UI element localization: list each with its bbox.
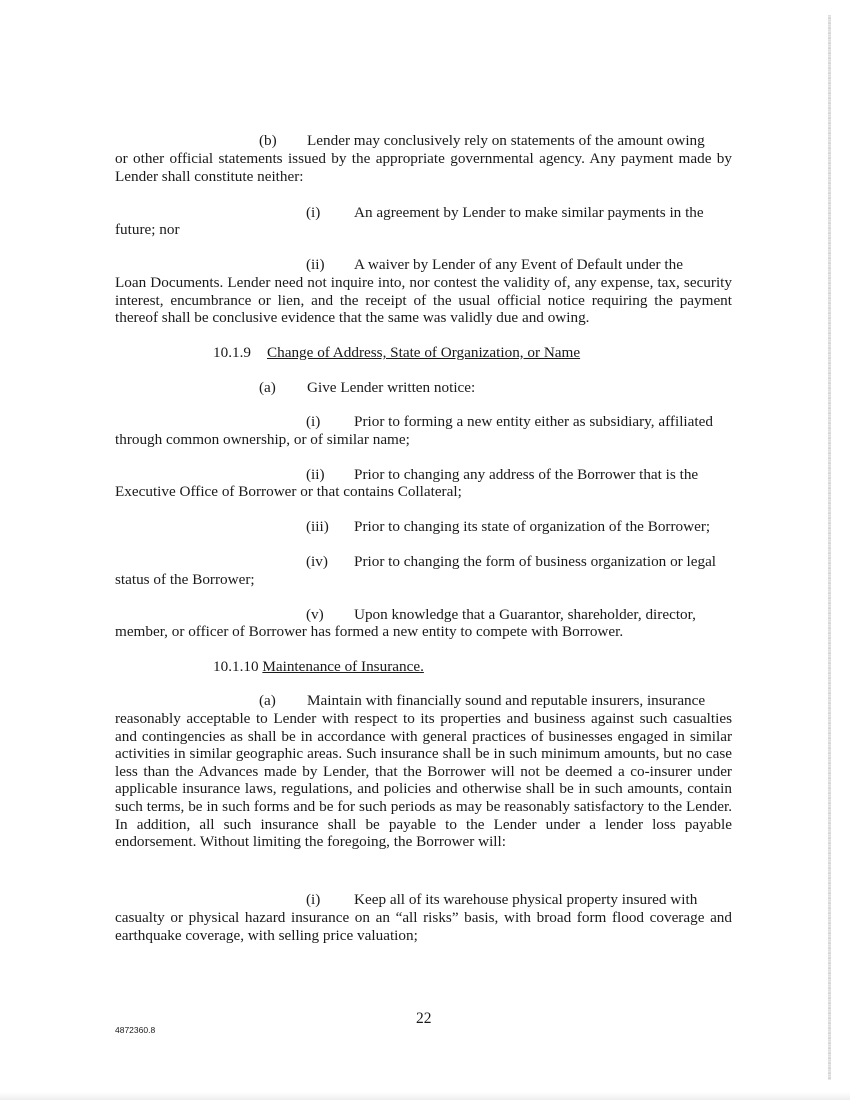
para-10-1-9-v-body: member, or officer of Borrower has formed a new entity to compete with Borrower. bbox=[115, 623, 624, 640]
para-10-1-9-iv-body: status of the Borrower; bbox=[115, 571, 255, 588]
section-number: 10.1.10 bbox=[213, 658, 259, 675]
para-text: Prior to changing its state of organization of the Borrower; bbox=[354, 518, 711, 535]
para-10-1-9-a bbox=[259, 379, 475, 397]
para-b-first-line bbox=[259, 132, 705, 150]
section-heading-10-1-10 bbox=[213, 658, 424, 676]
para-text: Prior to forming a new entity either as subsidiary, affiliated bbox=[354, 413, 713, 430]
para-10-1-9-iii bbox=[306, 518, 710, 536]
para-text: Give Lender written notice: bbox=[307, 379, 476, 396]
para-b-ii-first-line bbox=[306, 256, 683, 274]
section-number: 10.1.9 bbox=[213, 344, 251, 361]
para-b-i-body: future; nor bbox=[115, 221, 180, 238]
document-id: 4872360.8 bbox=[115, 1025, 156, 1035]
para-marker: (ii) bbox=[306, 466, 325, 483]
para-marker: (v) bbox=[306, 606, 324, 623]
para-10-1-9-i-first-line bbox=[306, 413, 713, 431]
para-10-1-10-a-first-line bbox=[259, 692, 705, 710]
para-10-1-9-ii-body: Executive Office of Borrower or that contains Collateral; bbox=[115, 483, 462, 500]
para-text: A waiver by Lender of any Event of Default under the bbox=[354, 256, 683, 273]
para-marker: (i) bbox=[306, 413, 321, 430]
para-10-1-9-v-first-line bbox=[306, 606, 696, 624]
para-marker: (a) bbox=[259, 692, 276, 709]
para-text: Maintain with financially sound and reputable insurers, insurance bbox=[307, 692, 706, 709]
para-marker: (iv) bbox=[306, 553, 328, 570]
para-text: Keep all of its warehouse physical property insured with bbox=[354, 891, 698, 908]
para-text: Upon knowledge that a Guarantor, shareholder, director, bbox=[354, 606, 696, 623]
para-marker: (iii) bbox=[306, 518, 329, 535]
para-10-1-10-i-first-line bbox=[306, 891, 697, 909]
para-text: Prior to changing any address of the Borrower that is the bbox=[354, 466, 699, 483]
page-number: 22 bbox=[416, 1010, 432, 1027]
scan-edge-line bbox=[828, 15, 831, 1080]
para-marker: (ii) bbox=[306, 256, 325, 273]
para-10-1-9-ii-first-line bbox=[306, 466, 698, 484]
para-text: Lender may conclusively rely on statements of the amount owing bbox=[307, 132, 705, 149]
scan-bottom-shade bbox=[0, 1092, 850, 1100]
section-title: Maintenance of Insurance. bbox=[262, 658, 424, 675]
para-b-body: or other official statements issued by the appropriate governmental agency. Any payment made by Lender shall constitute neither: bbox=[115, 150, 732, 185]
para-10-1-9-iv-first-line bbox=[306, 553, 716, 571]
para-marker: (i) bbox=[306, 204, 321, 221]
section-title: Change of Address, State of Organization, or Name bbox=[267, 344, 581, 361]
para-text: Prior to changing the form of business organization or legal bbox=[354, 553, 717, 570]
para-marker: (b) bbox=[259, 132, 277, 149]
para-marker: (i) bbox=[306, 891, 321, 908]
section-heading-10-1-9 bbox=[213, 344, 580, 362]
para-marker: (a) bbox=[259, 379, 276, 396]
para-10-1-10-i-body: casualty or physical hazard insurance on an “all risks” basis, with broad form flood coverage and earthquake coverage, with selling price valuation; bbox=[115, 909, 732, 944]
para-b-i-first-line bbox=[306, 204, 704, 222]
para-10-1-9-i-body: through common ownership, or of similar name; bbox=[115, 431, 410, 448]
para-b-ii-body: Loan Documents. Lender need not inquire into, nor contest the validity of, any expense, tax, security interest, encumbrance or lien, and the receipt of the usual official notice requiring the payment thereof shall be conclusive evidence that the same was validly due and owing. bbox=[115, 274, 732, 327]
para-text: An agreement by Lender to make similar payments in the bbox=[354, 204, 704, 221]
para-10-1-10-a-body: reasonably acceptable to Lender with respect to its properties and business against such casualties and contingencies as shall be in accordance with general practices of businesses engaged in similar activities in similar geographic areas. Such insurance shall be in such minimum amounts, but no case less than the Advances made by Lender, that the Borrower will not be deemed a co-insurer under applicable insurance laws, regulations, and policies and otherwise shall be in such amounts, contain such terms, be in such forms and be for such periods as may be reasonably satisfactory to the Lender. In addition, all such insurance shall be payable to the Lender under a lender loss payable endorsement. Without limiting the foregoing, the Borrower will: bbox=[115, 710, 732, 851]
